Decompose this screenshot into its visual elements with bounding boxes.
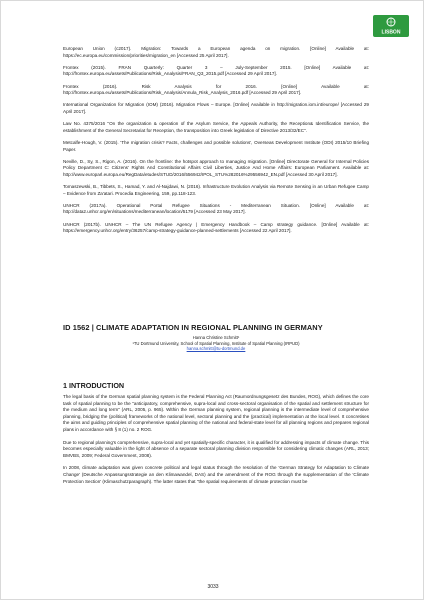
reference-item: Neville, D., Sy, S., Rigon, A. (2016). On the frontline: the hotspot approach to managing migration. [Online] Directorate General for Internal Policies Policy Department C: Citizens' Rights And Constitutional Affairs Civil Liberties, Justice And Home Affairs: European Parliament. Available at: http://www.europarl.europa.eu/RegData/etudes/STUD/2016/556942/IPOL_STU%282016%29556942_EN.pdf [Accessed 30 April 2017]. — [63, 158, 369, 177]
page-number: 3033 — [207, 584, 219, 590]
author-email-link[interactable]: hanna.schmitt@tu-dortmund.de — [186, 346, 246, 351]
conference-logo — [373, 15, 409, 37]
section-heading: 1 INTRODUCTION — [63, 381, 125, 390]
paper-title: ID 1562 | CLIMATE ADAPTATION IN REGIONAL PLANNING IN GERMANY — [63, 323, 323, 332]
reference-item: Law No. 4375/2016 "On the organization & operation of the Asylum Service, the Appeals Authority, the Reception& Identification Service, the establishment of the General Secretariat for Reception, the transposition into Greek legislation of Directive 2013/32/EC". — [63, 121, 369, 133]
reference-item: Tomaszewski, B., Tibbets, S., Hamad, Y. and Al-Najdawi, N. (2016). Infrastructure Evolution Analysis via Remote Sensing in an Urban Refugee Camp – Evidence from Za'atari. Procedia Engineering, 159, pp.118-123. — [63, 184, 369, 196]
body-text — [63, 394, 369, 491]
author-block — [63, 335, 369, 352]
reference-item: Frontex (2015). FRAN Quarterly: Quarter 3 – July-September 2015. [Online] Available at: http://frontex.europa.eu/assets/Publications/Risk_Analysis/FRAN_Q3_2015.pdf [Accessed 29 April 2017]. — [63, 64, 369, 77]
body-paragraph: Due to regional planning's comprehensive, supra-local and yet spatially-specific character, it is qualified for addressing impacts of climate change. This becomes especially valuable in the light of absence of a separate sectoral planning division responsible for considering climatic changes (ARL, 2013; BMVBS, 2009; Federal Government, 2008). — [63, 439, 369, 458]
reference-list — [63, 46, 369, 240]
body-paragraph: The legal basis of the German spatial planning system is the Federal Planning Act (Raumordnungsgesetz des Bundes, ROG), which defines the core task of spatial planning to be the "anticipatory, comprehensive, supra-local and cross-sectoral organisation of the spatial and settlement structure for the medium and long term" (ARL, 2005, p. 965). Within the German planning system, regional planning is the intermediate level of comprehensive planning, bridging the (political) frameworks of the national level, sectoral planning and the (practical) implementation at the local level. It concretises the aims and guiding principles of comprehensive spatial planning of the national and federal-state level for all planning regions and prepares regional plans in accordance with § 8 (1) no. 2 ROG. — [63, 394, 369, 432]
logo-text: LISBON — [381, 29, 401, 36]
reference-item: Frontex (2016). Risk Analysis for 2016. [Online] Available at: http://frontex.europa.eu/assets/Publications/Risk_Analysis/Annula_Risk_Analysis_2016.pdf [Accessed 29 April 2017]. — [63, 83, 369, 96]
reference-item: European Union (c2017). Migration: Towards a European agenda on migration. [Online] Available at: https://ec.europa.eu/commission/priorities/migration_en [Accessed 25 April 2017]. — [63, 46, 369, 58]
reference-item: UNHCR (2017a). Operational Portal Refugee Situations - Mediterranean Situation. [Online] Available at: http://data2.unhcr.org/en/situations/mediterranean/location/5179 [Accessed 23 May 2017]. — [63, 202, 369, 215]
author-name: Hanna Christine Schmitt¹ — [192, 335, 240, 340]
reference-item: UNHCR (2017b). UNHCR – The UN Refugee Agency | Emergency Handbook – Camp strategy guidance. [Online] Available at: https://emergency.unhcr.org/entry/36257/camp-strategy-guidance-planned-settlements [Accessed 22 April 2017]. — [63, 221, 369, 234]
reference-item: Metcalfe-Hough, V. (2015). 'The migration crisis? Facts, challenges and possible solutions', Overseas Development Institute (ODI) 2015/10 Briefing Paper. — [63, 139, 369, 152]
author-affiliation: ¹TU Dortmund University, School of Spatial Planning, Institute of Spatial Planning (IRPUD) — [132, 340, 300, 346]
reference-item: International Organization for Migration (IOM) (2016). Migration Flows – Europe. [Online] Available in http://migration.iom.int/europe/ [Accessed 29 April 2017]. — [63, 102, 369, 114]
body-paragraph: In 2008, climate adaptation was given concrete political and legal status through the resolution of the 'German Strategy for Adaptation to Climate Change' (Deutsche Anpassungsstrategie an den Klimawandel, DAS) and the amendment of the ROG through the supplementation of the 'Climate Protection Section' (Klimaschutzparagraph). The latter states that "the spatial requirements of climate protection must be — [63, 465, 369, 484]
